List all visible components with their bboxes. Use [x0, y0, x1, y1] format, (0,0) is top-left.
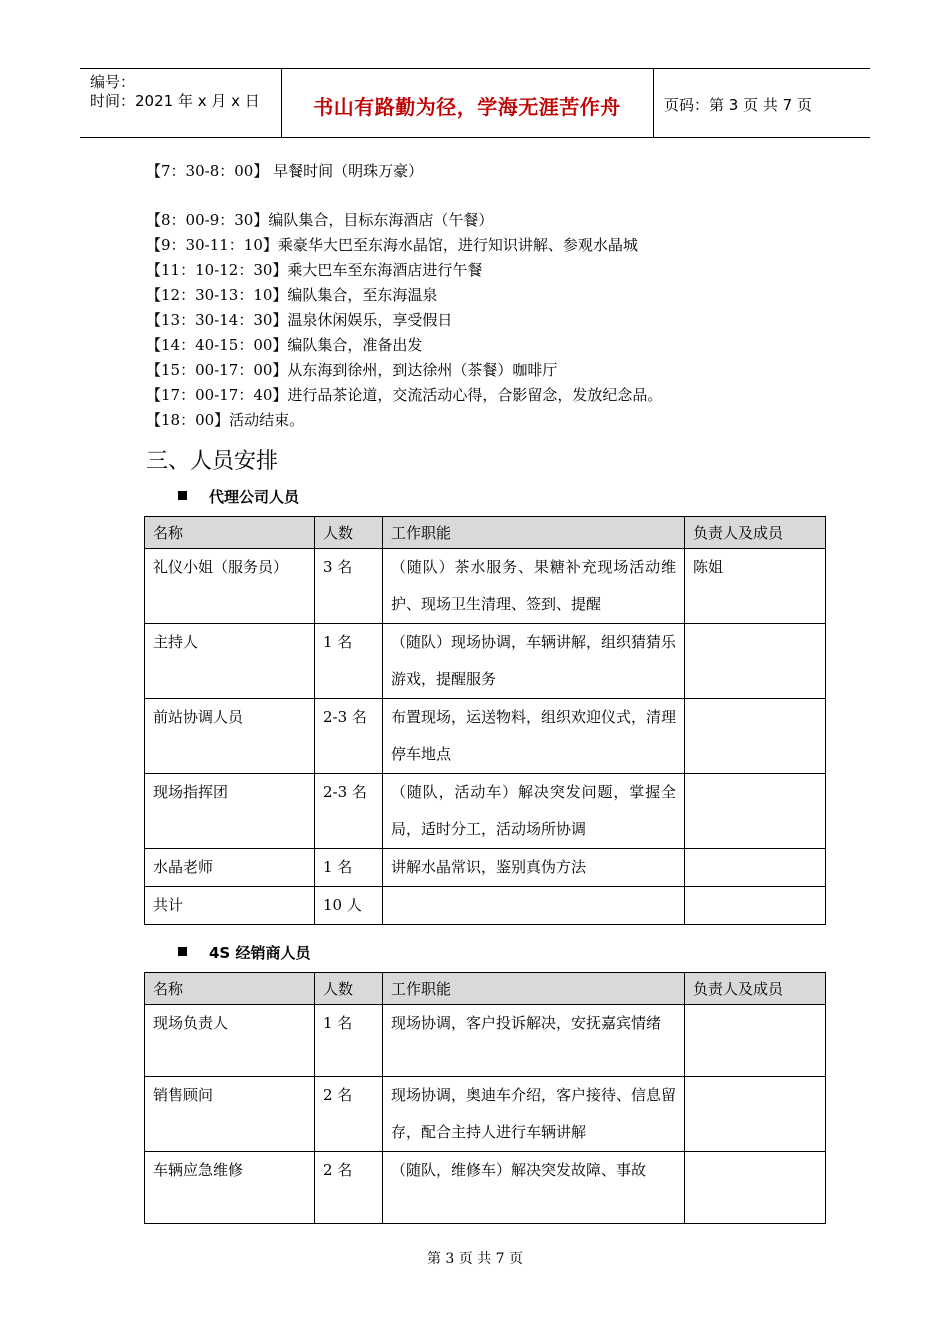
agency-staff-table — [144, 516, 826, 925]
schedule-item: 【14：40-15：00】编队集合，准备出发 — [146, 336, 423, 354]
table-row — [145, 849, 826, 887]
schedule-item: 【12：30-13：10】编队集合，至东海温泉 — [146, 286, 438, 304]
header-cell: 负责人及成员 — [685, 973, 826, 1005]
agency-subtitle — [178, 486, 299, 507]
table-cell: 礼仪小姐（服务员） — [145, 549, 315, 624]
table-cell: 2 名 — [315, 1077, 383, 1152]
table-cell: 1 名 — [315, 849, 383, 887]
header-cell: 名称 — [145, 973, 315, 1005]
agency-subtitle-text: 代理公司人员 — [209, 488, 300, 506]
square-bullet-icon — [178, 491, 187, 500]
table-cell: （随队，活动车）解决突发问题，掌握全局，适时分工，活动场所协调 — [383, 774, 685, 849]
table-cell — [383, 887, 685, 925]
table-cell: 讲解水晶常识，鉴别真伪方法 — [383, 849, 685, 887]
table-cell: （随队，维修车）解决突发故障、事故 — [383, 1152, 685, 1224]
schedule-item: 【17：00-17：40】进行品茶论道，交流活动心得，合影留念，发放纪念品。 — [146, 386, 663, 404]
table-row — [145, 1152, 826, 1224]
table-cell: 共计 — [145, 887, 315, 925]
header-meta — [90, 73, 260, 111]
table-cell: 销售顾问 — [145, 1077, 315, 1152]
header-cell: 工作职能 — [383, 973, 685, 1005]
schedule-item: 【7：30-8：00】 早餐时间（明珠万豪） — [146, 162, 424, 180]
schedule-item: 【9：30-11：10】乘豪华大巴至东海水晶馆，进行知识讲解、参观水晶城 — [146, 236, 638, 254]
schedule-item: 【8：00-9：30】编队集合，目标东海酒店（午餐） — [146, 211, 494, 229]
schedule-item: 【18：00】活动结束。 — [146, 411, 305, 429]
table-cell: 主持人 — [145, 624, 315, 699]
table-cell: （随队）现场协调，车辆讲解，组织猜猜乐游戏，提醒服务 — [383, 624, 685, 699]
table-cell: 陈姐 — [685, 549, 826, 624]
table-cell — [685, 887, 826, 925]
table-cell: 3 名 — [315, 549, 383, 624]
table-cell: 10 人 — [315, 887, 383, 925]
header-cell: 人数 — [315, 973, 383, 1005]
page-footer: 第 3 页 共 7 页 — [426, 1251, 524, 1267]
schedule-item: 【11：10-12：30】乘大巴车至东海酒店进行午餐 — [146, 261, 483, 279]
table-cell: 现场负责人 — [145, 1005, 315, 1077]
table-cell: 水晶老师 — [145, 849, 315, 887]
header-cell: 工作职能 — [383, 517, 685, 549]
table-cell — [685, 849, 826, 887]
schedule-item: 【15：00-17：00】从东海到徐州，到达徐州（茶餐）咖啡厅 — [146, 361, 558, 379]
table-row — [145, 774, 826, 849]
table-row — [145, 699, 826, 774]
table-row — [145, 1005, 826, 1077]
table-cell — [685, 699, 826, 774]
table-cell: 前站协调人员 — [145, 699, 315, 774]
table-header-row — [145, 973, 826, 1005]
header-cell: 人数 — [315, 517, 383, 549]
table-cell: 布置现场，运送物料，组织欢迎仪式，清理停车地点 — [383, 699, 685, 774]
table-cell: 现场指挥团 — [145, 774, 315, 849]
square-bullet-icon — [178, 947, 187, 956]
time-label: 时间：2021 年 x 月 x 日 — [90, 92, 260, 110]
table-row — [145, 1077, 826, 1152]
table-cell: 车辆应急维修 — [145, 1152, 315, 1224]
header-motto: 书山有路勤为径，学海无涯苦作舟 — [313, 95, 621, 119]
table-cell — [685, 774, 826, 849]
table-cell: 1 名 — [315, 1005, 383, 1077]
table-cell: 2-3 名 — [315, 699, 383, 774]
table-cell — [685, 1077, 826, 1152]
table-cell: 2-3 名 — [315, 774, 383, 849]
table-cell: 2 名 — [315, 1152, 383, 1224]
table-cell: 1 名 — [315, 624, 383, 699]
dealer-subtitle-text: 4S 经销商人员 — [209, 944, 311, 962]
table-cell: 现场协调，客户投诉解决，安抚嘉宾情绪 — [383, 1005, 685, 1077]
schedule-item: 【13：30-14：30】温泉休闲娱乐，享受假日 — [146, 311, 453, 329]
header-divider — [653, 69, 654, 137]
table-cell: （随队）茶水服务、果糖补充现场活动维护、现场卫生清理、签到、提醒 — [383, 549, 685, 624]
header-page-info: 页码：第 3 页 共 7 页 — [664, 96, 812, 114]
dealer-subtitle — [178, 942, 310, 963]
table-row — [145, 549, 826, 624]
table-cell: 现场协调，奥迪车介绍，客户接待、信息留存，配合主持人进行车辆讲解 — [383, 1077, 685, 1152]
header-cell: 负责人及成员 — [685, 517, 826, 549]
table-cell — [685, 1152, 826, 1224]
table-row — [145, 624, 826, 699]
code-label: 编号： — [90, 73, 136, 91]
page-header — [80, 68, 870, 138]
dealer-staff-table — [144, 972, 826, 1224]
table-cell — [685, 1005, 826, 1077]
table-cell — [685, 624, 826, 699]
table-header-row — [145, 517, 826, 549]
table-row — [145, 887, 826, 925]
section-title: 三、人员安排 — [146, 449, 279, 474]
header-cell: 名称 — [145, 517, 315, 549]
